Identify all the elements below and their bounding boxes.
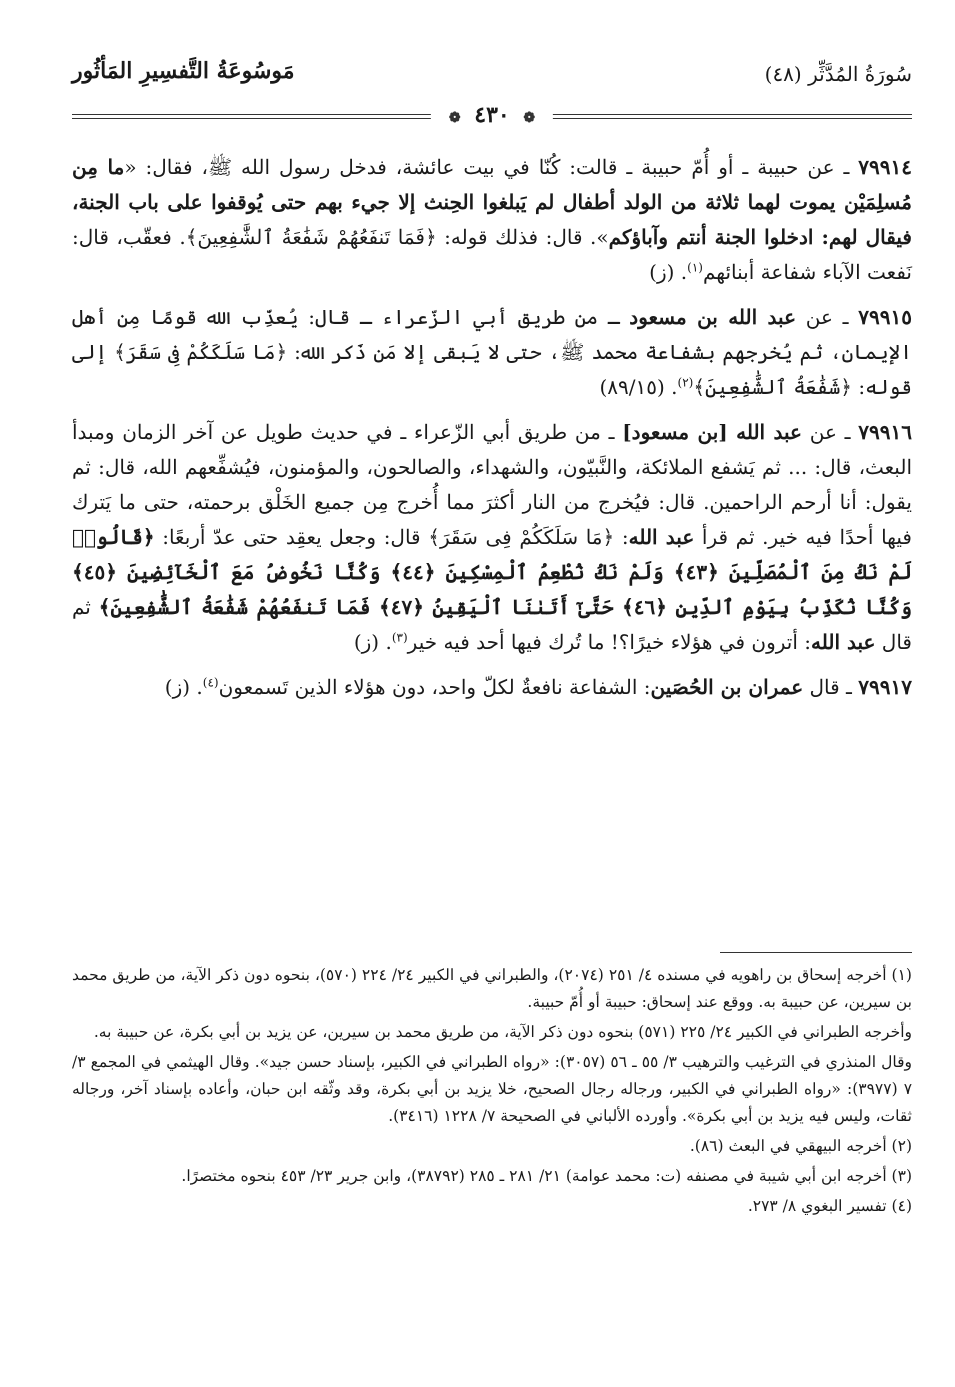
entry-text: ﴿قَالُوا۟ لَمْ نَكُ مِنَ ٱلْمُصَلِّينَ ﴿٤٣﴾ وَلَمْ نَكُ نُطْعِمُ ٱلْمِسْكِينَ ﴿٤٤﴾ وَكُنَّا نَخُوضُ مَعَ ٱلْخَآئِضِينَ ﴿٤٥﴾ وَكُنَّا نُكَذِّبُ بِيَوْمِ ٱلدِّينِ ﴿٤٦﴾ حَتَّىٰٓ أَتَىٰنَا ٱلْيَقِينُ ﴿٤٧﴾ فَمَا تَنفَعُهُمْ شَفَٰعَةُ ٱلشَّٰفِعِينَ﴾ [72,525,913,619]
hadith-entry [72,300,912,405]
entries-body [72,150,912,715]
entry-text: ثم قال [72,595,912,654]
entry-text: ما مِن مُسلِمَيْن يموت لهما ثلاثة من الولد أطفال لم يَبلغوا الحِنث إلا جيء بهم حتى يُوقفوا على باب الجنة، فيقال لهم: ادخلوا الجنة أنتم وآباؤكم [72,155,912,249]
surah-heading [765,62,912,86]
page-number: ٤٣٠ [474,102,510,128]
page-number-box [431,102,553,128]
surah-number: (٤٨) [764,62,802,86]
ornament-icon: ❁ [523,110,536,126]
footnote-ref[interactable]: (٢) [677,375,694,390]
footnote-ref[interactable]: (٤) [202,675,219,690]
surah-title: سُورَةُ المُدَّثِّر [808,62,912,86]
entry-number: ٧٩٩١٥ [858,305,913,329]
entry-text: عبد الله [811,630,876,654]
entry-number: ٧٩٩١٦ [858,420,912,444]
entry-number: ٧٩٩١٤ [858,155,912,179]
hadith-entry [72,670,912,705]
footnote-separator [720,952,912,953]
footnote: وقال المنذري في الترغيب والترهيب ٣/ ٥٥ ـ ٥٦ (٣٠٥٧): «رواه الطبراني في الكبير، بإسناد حسن جيد». وقال الهيثمي في المجمع ٣/ ٧ (٣٩٧٧): «رواه الطبراني في الكبير، ورجاله رجال الصحيح، خلا يزيد بن أبي بكرة، وقد وثّقه ابن حبان، وأعاده بإسناد آخر، ورجاله ثقات، وليس فيه يزيد بن أبي بكرة». وأورده الألباني في الصحيحة ٧/ ١٢٢٨ (٣٤١٦). [72,1053,913,1125]
hadith-entry [72,415,912,660]
entry-text: عبد الله بن مسعود [629,305,797,329]
entry-text: ـ من طريق أبي الزّعراء ـ في حديث طويل عن آخر الزمان ومبدأ البعث، قال: ... ثم يَشفع الملائكة، والنَّبيّون، والشهداء، والصالحون، والمؤمنون، فيُشفِّعهم الله، قال: ثم يقول: أنا أرحم الراحمين. قال: فيُخرج من النار أكثرَ مما أُخرج مِن جميع الخَلْق برحمته، حتى ما يَترك فيها أحدًا فيه خير. ثم قرأ [72,420,912,549]
footnote: (٢) أخرجه البيهقي في البعث (٨٦). [689,1137,912,1155]
entry-text: . (ز) [164,675,203,699]
footnote: (٤) تفسير البغوي ٨/ ٢٧٣. [747,1197,912,1215]
entry-text: ـ قال [803,675,859,699]
entry-text: . (٨٩/١٥) [599,375,678,399]
footnote: (٣) أخرجه ابن أبي شيبة في مصنفه (ت: محمد عوامة) ٢١/ ٢٨١ ـ ٢٨٥ (٣٨٧٩٢)، وابن جرير ٢٣/ ٤٥٣ بنحوه مختصرًا. [181,1167,912,1185]
entry-text: . (ز) [353,630,392,654]
entry-text: : ﴿مَا سَلَكَكُمْ فِى سَقَرَ﴾ قال: وجعل يعقِد حتى عدّ أربعًا: [154,525,629,549]
footnote: وأخرجه الطبراني في الكبير ٢٤/ ٢٢٥ (٥٧١) بنحوه دون ذكر الآية، من طريق محمد بن سيرين، عن يزيد بن أبي بكرة، عن حبيبة به. [93,1023,912,1041]
entry-text: ـ عن حبيبة ـ أو أُمّ حبيبة ـ قالت: كُنّا في بيت عائشة، فدخل رسول الله ﷺ، فقال: « [124,155,859,179]
entry-text: ـ عن [796,305,859,329]
entry-text: ». قال: فذلك قوله: ﴿فَمَا تَنفَعُهُمْ شَفَٰعَةُ ٱلشَّٰفِعِينَ﴾. فعقّب، قال: نَفعت الآباء شفاعة أبنائهم [72,225,912,284]
footnotes [72,962,912,1223]
footnote-ref[interactable]: (٣) [391,630,408,645]
entry-text: ـ من طريق أبي الزّعراء ـ قال: يُعذِّب الله قومًا مِن أهل الإيمان، ثم يُخرجهم بشفاعة محمد ﷺ، حتى لا يَبقى إلا مَن ذَكر الله: ﴿مَا سَلَكَكُمْ فِى سَقَرَ﴾ إلى قوله: ﴿شَفَٰعَةُ ٱلشَّٰفِعِينَ﴾ [72,305,912,399]
entry-text: عبد الله [بن مسعود] [622,420,802,444]
hadith-entry [72,150,912,290]
footnote-ref[interactable]: (١) [687,260,703,275]
entry-number: ٧٩٩١٧ [858,675,912,699]
entry-text: ـ عن [801,420,859,444]
page-header [72,58,912,142]
entry-text: . (ز) [649,260,688,284]
footnote: (١) أخرجه إسحاق بن راهويه في مسنده ٤/ ٢٥١ (٢٠٧٤)، والطبراني في الكبير ٢٤/ ٢٢٤ (٥٧٠)، بنحوه دون ذكر الآية، من طريق محمد بن سيرين، عن حبيبة به. ووقع عند إسحاق: حبيبة أو أُمّ حبيبة. [72,966,912,1011]
ornament-icon: ❁ [448,110,461,126]
book-title: مَوسُوعَةُ التَّفسِيرِ المَأثُور [72,58,295,84]
entry-text: عبد الله [628,525,695,549]
entry-text: عمران بن الحُصَين [650,675,804,699]
entry-text: : الشفاعة نافعةٌ لكلّ واحد، دون هؤلاء الذين تَسمعون [218,675,651,699]
entry-text: : أترون في هؤلاء خيرًا؟! ما تُرك فيها أحد فيه خير [407,630,812,654]
